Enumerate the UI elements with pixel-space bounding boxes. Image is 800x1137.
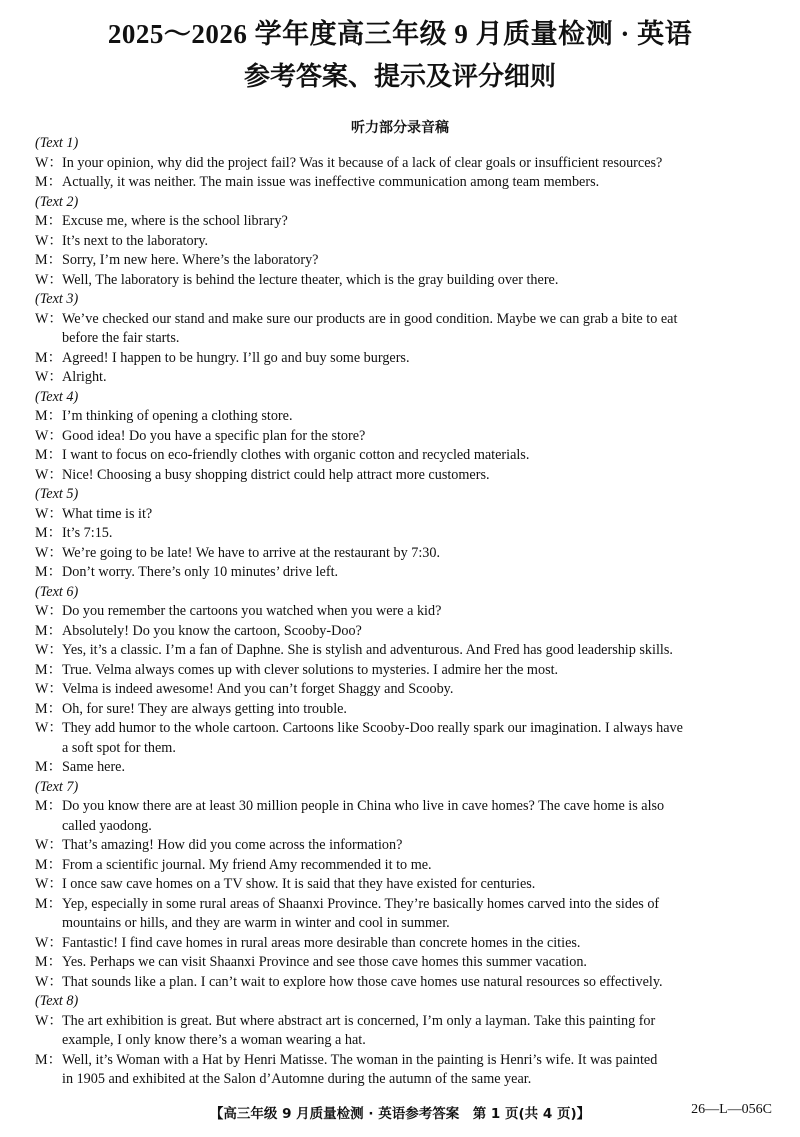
- utterance-text: Do you remember the cartoons you watched when you were a kid?: [62, 603, 442, 619]
- utterance-text: In your opinion, why did the project fail? Was it because of a lack of clear goals or insufficient resources?: [62, 154, 663, 171]
- speaker-label: M：: [35, 1051, 62, 1068]
- dialogue-line: [35, 602, 770, 622]
- speaker-label: M：: [35, 213, 62, 229]
- utterance-text: Do you know there are at least 30 million people in China who live in cave homes? The cave home is also: [62, 798, 665, 814]
- dialogue-line: [35, 524, 770, 544]
- dialogue-line: [35, 466, 770, 486]
- utterance-text: Well, it’s Woman with a Hat by Henri Matisse. The woman in the painting is Henri’s wife. It was painted: [62, 1051, 658, 1068]
- utterance-text: That sounds like a plan. I can’t wait to explore how those cave homes use natural resources so effectively.: [62, 973, 663, 990]
- utterance-text: Fantastic! I find cave homes in rural areas more desirable than concrete homes in the cities.: [62, 934, 581, 951]
- speaker-label: M：: [35, 622, 62, 639]
- dialogue-line: [35, 310, 770, 330]
- dialogue-line: [35, 154, 770, 174]
- speaker-label: W：: [35, 681, 63, 697]
- dialogue-line: [35, 251, 770, 271]
- footer-code: 26—L—056C: [691, 1102, 772, 1117]
- utterance-text: Actually, it was neither. The main issue was ineffective communication among team members.: [62, 174, 600, 190]
- utterance-text: I’m thinking of opening a clothing store.: [62, 408, 293, 424]
- utterance-text: They add humor to the whole cartoon. Cartoons like Scooby-Doo really spark our imagination. I always have: [62, 720, 683, 736]
- speaker-label: W：: [35, 876, 63, 892]
- speaker-label: W：: [35, 154, 63, 171]
- utterance-text: From a scientific journal. My friend Amy recommended it to me.: [62, 856, 432, 873]
- utterance-text: Don’t worry. There’s only 10 minutes’ drive left.: [62, 564, 339, 580]
- speaker-label: M：: [35, 564, 62, 580]
- speaker-label: M：: [35, 349, 62, 366]
- speaker-label: M：: [35, 661, 62, 678]
- dialogue-line-continuation: mountains or hills, and they are warm in winter and cool in summer.: [62, 915, 450, 931]
- speaker-label: M：: [35, 856, 62, 873]
- speaker-label: W：: [35, 369, 63, 385]
- speaker-label: W：: [35, 837, 63, 853]
- dialogue-line: [35, 797, 770, 817]
- speaker-label: M：: [35, 700, 62, 717]
- dialogue-line: [35, 505, 770, 525]
- dialogue-line: [35, 368, 770, 388]
- dialogue-line: [35, 349, 770, 369]
- speaker-label: W：: [35, 466, 63, 483]
- dialogue-line: [35, 544, 770, 564]
- dialogue-line: [35, 875, 770, 895]
- utterance-text: Yes. Perhaps we can visit Shaanxi Province and see those cave homes this summer vacation.: [62, 954, 587, 970]
- dialogue-line: [35, 271, 770, 291]
- dialogue-line-continuation: in 1905 and exhibited at the Salon d’Automne during the autumn of the same year.: [62, 1071, 532, 1087]
- utterance-text: The art exhibition is great. But where abstract art is concerned, I’m only a layman. Take this painting for: [62, 1012, 656, 1029]
- speaker-label: W：: [35, 603, 63, 619]
- utterance-text: Absolutely! Do you know the cartoon, Scooby-Doo?: [62, 622, 362, 639]
- utterance-text: I want to focus on eco-friendly clothes with organic cotton and recycled materials.: [62, 447, 530, 463]
- dialogue-line-continuation: a soft spot for them.: [62, 739, 176, 756]
- speaker-label: W：: [35, 642, 63, 658]
- dialogue-line: [35, 212, 770, 232]
- speaker-label: W：: [35, 232, 63, 249]
- utterance-text: Well, The laboratory is behind the lecture theater, which is the gray building over there.: [62, 271, 559, 288]
- speaker-label: M：: [35, 408, 62, 424]
- speaker-label: M：: [35, 798, 62, 814]
- utterance-text: That’s amazing! How did you come across the information?: [62, 837, 403, 853]
- dialogue-label: (Text 4): [35, 388, 79, 405]
- speaker-label: M：: [35, 525, 62, 541]
- speaker-label: M：: [35, 954, 62, 970]
- dialogue-line: [35, 1051, 770, 1071]
- dialogue-line-continuation: example, I only know there’s a woman wearing a hat.: [62, 1032, 366, 1048]
- dialogue-line: [35, 856, 770, 876]
- speaker-label: M：: [35, 759, 62, 775]
- document-subtitle: 参考答案、提示及评分细则: [243, 62, 556, 91]
- speaker-label: W：: [35, 973, 63, 990]
- document-title: 2025～2026 学年度高三年级 9 月质量检测 · 英语: [107, 19, 693, 49]
- dialogue-label: (Text 7): [35, 778, 79, 795]
- speaker-label: W：: [35, 1012, 63, 1029]
- speaker-label: M：: [35, 174, 62, 190]
- utterance-text: Yes, it’s a classic. I’m a fan of Daphne. She is stylish and adventurous. And Fred has good leadership skills.: [62, 642, 673, 658]
- utterance-text: What time is it?: [62, 505, 153, 522]
- dialogue-line: [35, 661, 770, 681]
- utterance-text: Excuse me, where is the school library?: [62, 213, 288, 229]
- dialogue-line: [35, 641, 770, 661]
- speaker-label: M：: [35, 895, 62, 912]
- dialogue-line: [35, 953, 770, 973]
- utterance-text: Nice! Choosing a busy shopping district could help attract more customers.: [62, 466, 490, 483]
- dialogue-label: (Text 5): [35, 486, 79, 502]
- dialogue-line: [35, 563, 770, 583]
- dialogue-line: [35, 680, 770, 700]
- speaker-label: W：: [35, 271, 63, 288]
- speaker-label: W：: [35, 505, 63, 522]
- dialogue-line: [35, 232, 770, 252]
- dialogue-label: (Text 2): [35, 193, 79, 210]
- dialogue-line: [35, 173, 770, 193]
- dialogue-line: [35, 1012, 770, 1032]
- speaker-label: W：: [35, 427, 63, 444]
- utterance-text: We’ve checked our stand and make sure our products are in good condition. Maybe we can grab a bite to eat: [62, 310, 678, 327]
- utterance-text: Sorry, I’m new here. Where’s the laboratory?: [62, 252, 319, 268]
- section-heading: 听力部分录音稿: [351, 120, 449, 136]
- utterance-text: It’s next to the laboratory.: [62, 232, 209, 249]
- utterance-text: True. Velma always comes up with clever solutions to mysteries. I admire her the most.: [62, 661, 559, 678]
- dialogue-label: (Text 8): [35, 993, 79, 1009]
- dialogue-label: (Text 3): [35, 291, 79, 307]
- speaker-label: W：: [35, 544, 63, 561]
- transcript-body: [35, 134, 770, 1090]
- speaker-label: W：: [35, 310, 63, 327]
- utterance-text: Same here.: [62, 759, 126, 775]
- footer-page-info: 【高三年级 9 月质量检测 · 英语参考答案 第 1 页(共 4 页)】: [209, 1106, 591, 1122]
- utterance-text: Yep, especially in some rural areas of Shaanxi Province. They’re basically homes carved into the sides of: [62, 895, 660, 912]
- dialogue-line: [35, 700, 770, 720]
- utterance-text: Oh, for sure! They are always getting into trouble.: [62, 700, 347, 717]
- utterance-text: Good idea! Do you have a specific plan for the store?: [62, 427, 366, 444]
- dialogue-line: [35, 934, 770, 954]
- utterance-text: Alright.: [62, 369, 107, 385]
- speaker-label: M：: [35, 447, 62, 463]
- speaker-label: W：: [35, 720, 63, 736]
- dialogue-line: [35, 973, 770, 993]
- utterance-text: Velma is indeed awesome! And you can’t forget Shaggy and Scooby.: [62, 681, 454, 697]
- dialogue-line-continuation: before the fair starts.: [62, 330, 180, 346]
- dialogue-line: [35, 719, 770, 739]
- utterance-text: I once saw cave homes on a TV show. It is said that they have existed for centuries.: [62, 876, 536, 892]
- dialogue-line: [35, 622, 770, 642]
- dialogue-line: [35, 446, 770, 466]
- dialogue-label: (Text 6): [35, 583, 79, 600]
- speaker-label: M：: [35, 252, 62, 268]
- utterance-text: It’s 7:15.: [62, 525, 113, 541]
- dialogue-line: [35, 758, 770, 778]
- dialogue-line: [35, 427, 770, 447]
- dialogue-line-continuation: called yaodong.: [62, 817, 152, 834]
- speaker-label: W：: [35, 934, 63, 951]
- utterance-text: Agreed! I happen to be hungry. I’ll go and buy some burgers.: [62, 349, 410, 366]
- dialogue-label: (Text 1): [35, 135, 79, 151]
- dialogue-line: [35, 836, 770, 856]
- utterance-text: We’re going to be late! We have to arrive at the restaurant by 7:30.: [62, 544, 441, 561]
- dialogue-line: [35, 407, 770, 427]
- dialogue-line: [35, 895, 770, 915]
